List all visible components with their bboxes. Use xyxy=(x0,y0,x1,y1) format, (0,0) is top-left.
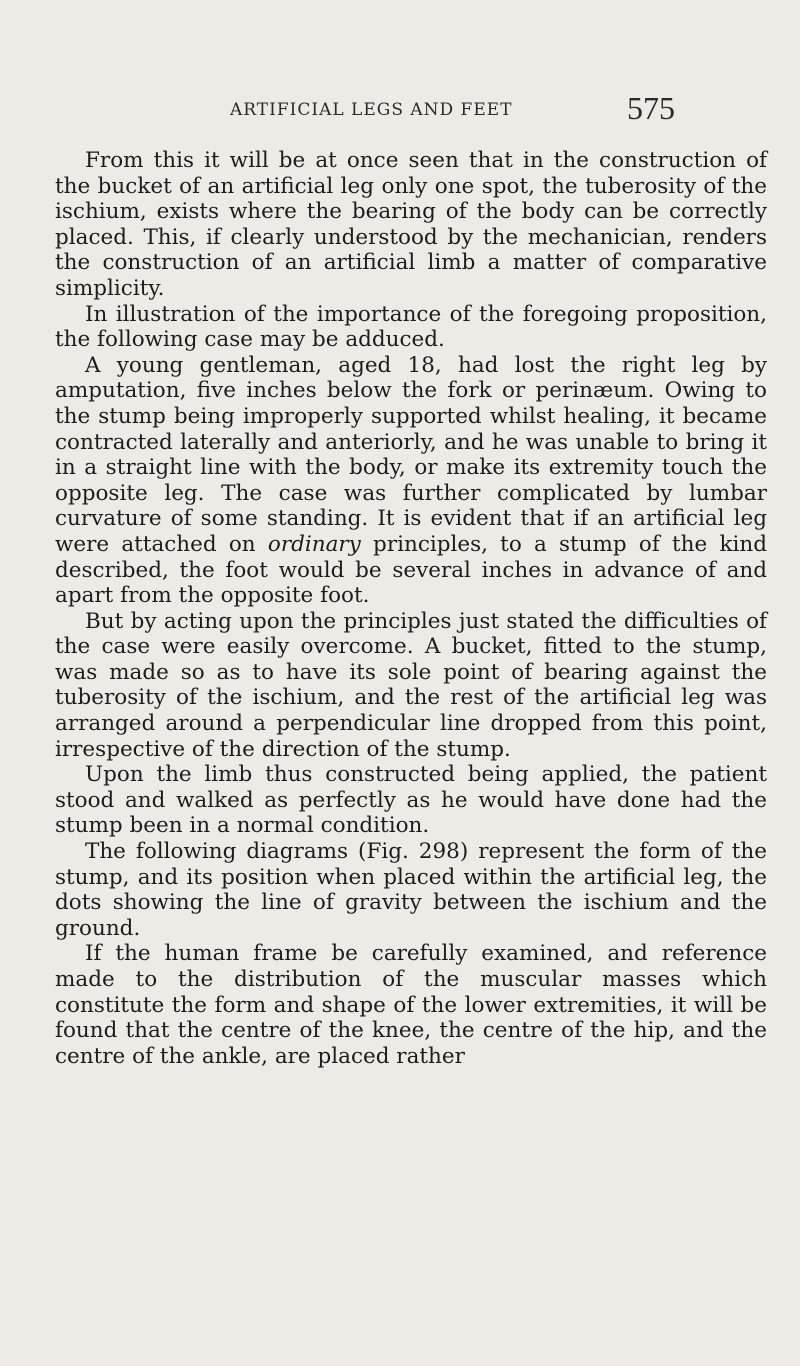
paragraph-5: Upon the limb thus constructed being applied, the patient stood and walked as perfectly as he would have done had the stump been in a normal condition. xyxy=(55,762,767,839)
emphasis-ordinary: ordinary xyxy=(267,531,361,557)
running-head-title: ARTIFICIAL LEGS AND FEET xyxy=(230,100,513,120)
running-head xyxy=(0,90,800,130)
paragraph-1: From this it will be at once seen that in the construction of the bucket of an artificial leg only one spot, the tuberosity of the ischium, exists where the bearing of the body can be correctly placed. This, if clearly understood by the mechanician, renders the construction of an artificial limb a matter of comparative simplicity. xyxy=(55,148,767,301)
paragraph-4: But by acting upon the principles just stated the difficulties of the case were easily overcome. A bucket, fitted to the stump, was made so as to have its sole point of bearing against the tuberosity of the ischium, and the rest of the artificial leg was arranged around a perpendicular line dropped from this point, irrespective of the direction of the stump. xyxy=(55,608,767,762)
page-number: 575 xyxy=(627,90,675,126)
paragraph-3: A young gentleman, aged 18, had lost the right leg by amputation, five inches below the fork or perinæum. Owing to the stump being improperly supported whilst healing, it became contracted laterally and anteriorly, and he was unable to bring it in a straight line with the body, or make its extremity touch the opposite leg. The case was further complicated by lumbar curvature of some standing. It is evident that if an artificial leg were attached on ordinary principles, to a stump of the kind described, the foot would be several inches in advance of and apart from the opposite foot. xyxy=(55,352,767,609)
body-text xyxy=(55,148,767,1069)
paragraph-2: In illustration of the importance of the foregoing proposition, the following case may be adduced. xyxy=(55,301,767,353)
paragraph-6: The following diagrams (Fig. 298) represent the form of the stump, and its position when placed within the artificial leg, the dots showing the line of gravity between the ischium and the ground. xyxy=(55,839,767,941)
paragraph-7: If the human frame be carefully examined, and reference made to the distribution of the muscular masses which constitute the form and shape of the lower extremities, it will be found that the centre of the knee, the centre of the hip, and the centre of the ankle, are placed rather xyxy=(55,941,767,1069)
